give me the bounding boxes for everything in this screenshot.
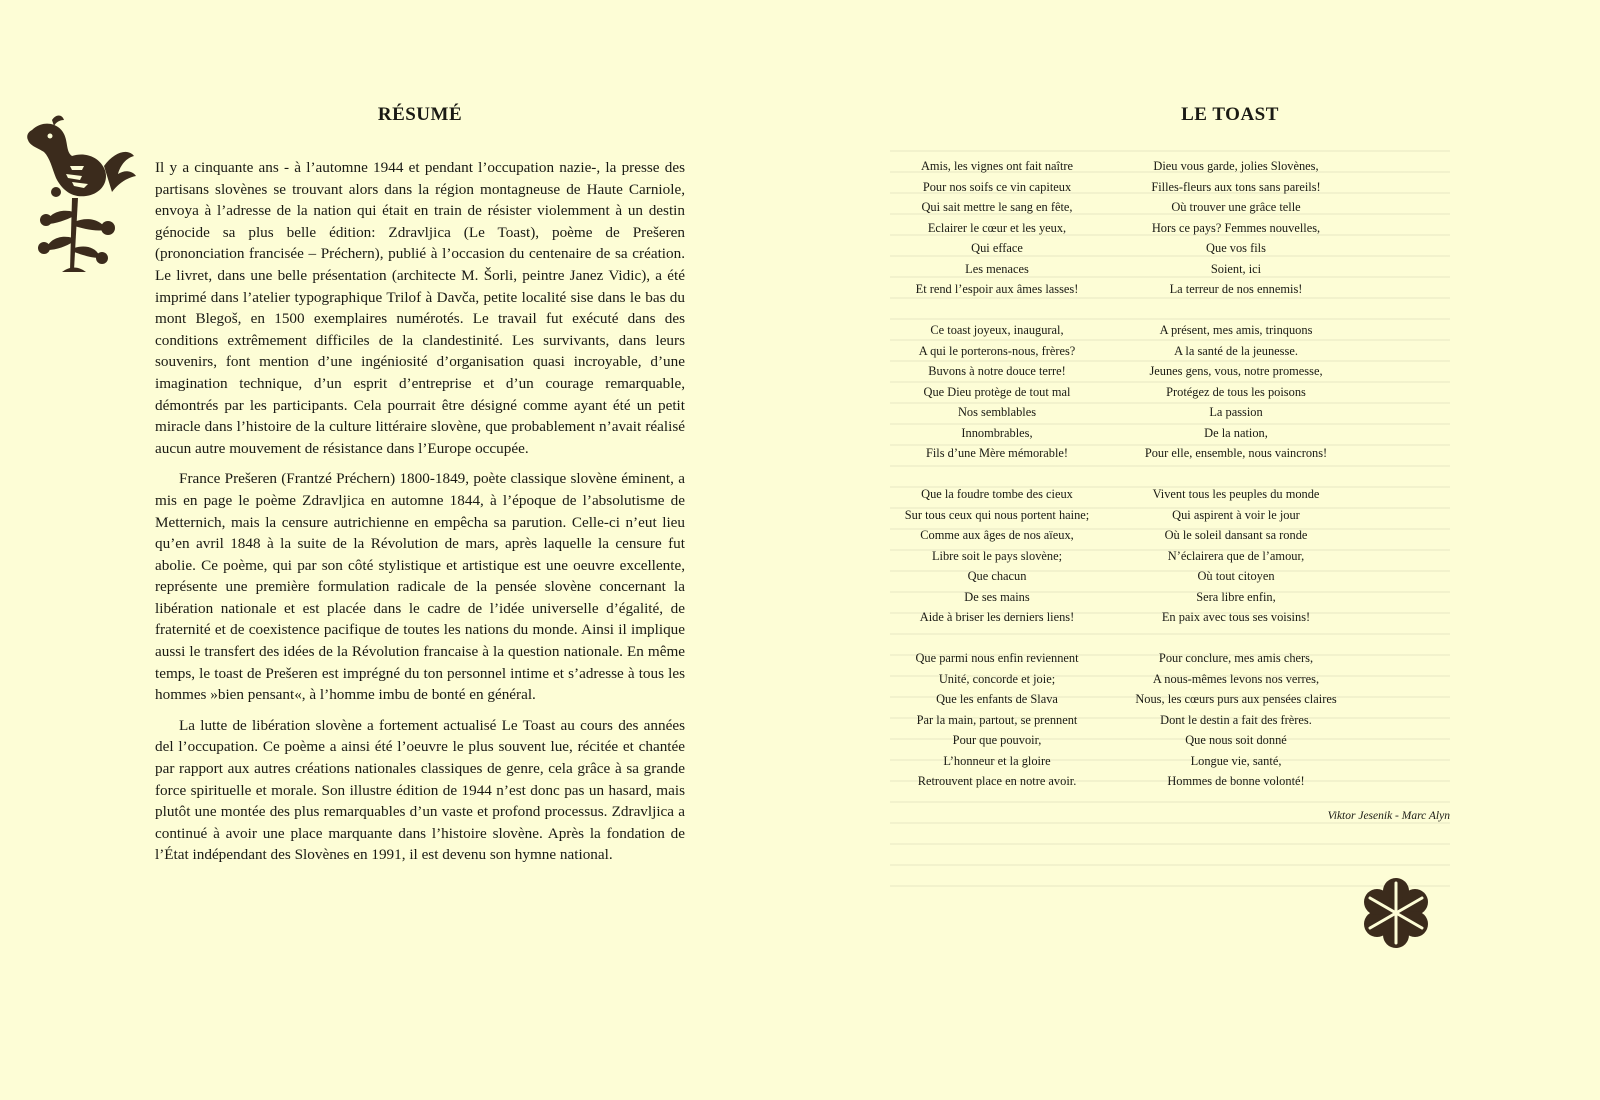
poem-line: Fils d’une Mère mémorable!: [925, 446, 1069, 460]
poem-line: Nous, les cœurs purs aux pensées claires: [1135, 692, 1337, 706]
resume-paragraph: Il y a cinquante ans - à l’automne 1944 et pendant l’occupation nazie-, la presse des partisans slovènes se trouvant alors dans la région montagneuse de Haute Carniole, envoya à l’adresse de la nation qui était en train de résister violemment à un destin génocide sa plus belle édition: Zdravljica (Le Toast), poème de Prešeren (prononciation francisée – Préchern), publié à l’occasion du centenaire de sa création. Le livret, dans une belle présentation (architecte M. Šorli, peintre Janez Vidic), a été imprimé dans l’atelier typographique Trilof à Davča, petite localité sise dans le bas du mont Blegoš, en 1500 exemplaires numérotés. Le travail fut exécuté dans des conditions extrêmement difficiles de la clandestinité. Les survivants, dans leurs souvenirs, font mention d’une ingéniosité d’organisation quasi incroyable, d’une imagination technique, d’un esprit d’entreprise et d’un courage remarquable, démontrés par les participants. Cela pourrait être désigné comme ayant été un petit miracle dans l’histoire de la culture littéraire slovène, que probablement n’avait réalisé aucun autre mouvement de résistance dans l’Europe occupée.: [155, 159, 685, 457]
poem-line: De ses mains: [964, 589, 1030, 604]
poem-line: Buvons à notre douce terre!: [928, 364, 1066, 378]
poem-line: Vivent tous les peuples du monde: [1152, 487, 1320, 501]
poem-line: Hommes de bonne volonté!: [1167, 774, 1305, 788]
star-emblem-icon: [1360, 877, 1432, 949]
poem-line: A la santé de la jeunesse.: [1174, 343, 1298, 358]
poem-line: Pour que pouvoir,: [952, 733, 1042, 747]
poem-line: Où trouver une grâce telle: [1171, 200, 1301, 214]
poem-line: Pour elle, ensemble, nous vaincrons!: [1144, 446, 1328, 460]
poem-line: Ce toast joyeux, inaugural,: [930, 323, 1064, 337]
poem-line: Unité, concorde et joie;: [938, 671, 1056, 686]
poem-line: Libre soit le pays slovène;: [931, 548, 1063, 563]
poem-line: Qui sait mettre le sang en fête,: [921, 200, 1073, 214]
poem-line: Qui aspirent à voir le jour: [1172, 507, 1300, 522]
poem-line: A qui le porterons-nous, frères?: [918, 343, 1076, 358]
poem-line: Qui efface: [971, 241, 1023, 255]
stanza-right-3: [1121, 484, 1351, 628]
poem-line: Que les enfants de Slava: [936, 692, 1058, 706]
poem-line: N’éclairera que de l’amour,: [1167, 548, 1305, 563]
poem-line: Sera libre enfin,: [1196, 589, 1276, 604]
stanza-left-4: [882, 648, 1112, 792]
poem-line: A présent, mes amis, trinquons: [1159, 323, 1313, 337]
poem-line: Par la main, partout, se prennent: [916, 712, 1078, 727]
poem-line: En paix avec tous ses voisins!: [1161, 610, 1311, 624]
poem-line: Que chacun: [967, 569, 1027, 583]
translator-credit: Viktor Jesenik - Marc Alyn: [1327, 810, 1450, 822]
poem-line: Sur tous ceux qui nous portent haine;: [904, 507, 1090, 522]
poem-line: Que la foudre tombe des cieux: [921, 487, 1073, 501]
poem-line: La passion: [1209, 405, 1263, 419]
resume-title: RÉSUMÉ: [377, 104, 463, 125]
poem-line: La terreur de nos ennemis!: [1169, 282, 1303, 296]
poem-line: Où le soleil dansant sa ronde: [1164, 528, 1308, 542]
poem-line: Longue vie, santé,: [1190, 753, 1282, 768]
poem-line: Hors ce pays? Femmes nouvelles,: [1151, 220, 1321, 235]
poem-line: Pour conclure, mes amis chers,: [1158, 651, 1314, 665]
rooster-icon: [12, 112, 140, 280]
poem-line: De la nation,: [1204, 425, 1268, 440]
poem-line: Jeunes gens, vous, notre promesse,: [1149, 364, 1323, 378]
resume-paragraph: La lutte de libération slovène a fortement actualisé Le Toast au cours des années del l’occupation. Ce poème a ainsi été l’oeuvre le plus souvent lue, récitée et chantée par rapport aux autres créations nationales classiques de genre, cela grâce à sa grande force spirituelle et morale. Son illustre édition de 1944 n’est donc pas un hasard, mais plutôt une montée des plus remarquables d’un vaste et profond processus. Zdravljica a continué à avoir une place marquante dans l’histoire slovène. Après la fondation de l’État indépendant des Slovènes en 1991, il est devenu son hymne national.: [155, 716, 685, 864]
poem-line: Pour nos soifs ce vin capiteux: [922, 179, 1072, 194]
poem-line: Et rend l’espoir aux âmes lasses!: [915, 282, 1079, 296]
poem-line: Aide à briser les derniers liens!: [919, 610, 1075, 624]
stanza-right-4: [1121, 648, 1351, 792]
poem-line: Où tout citoyen: [1197, 569, 1275, 583]
stanza-left-3: [882, 484, 1112, 628]
poem-line: Que nous soit donné: [1185, 733, 1287, 747]
stanza-right-1: [1121, 156, 1351, 300]
poem-line: Soient, ici: [1210, 261, 1262, 276]
stanza-right-2: [1121, 320, 1351, 464]
poem-line: Que vos fils: [1206, 241, 1266, 255]
poem-line: L’honneur et la gloire: [943, 753, 1051, 768]
resume-body: [155, 157, 685, 875]
right-page: [800, 0, 1600, 1100]
poem-line: Retrouvent place en notre avoir.: [917, 774, 1077, 788]
resume-paragraph: France Prešeren (Frantzé Préchern) 1800-1849, poète classique slovène éminent, a mis en page le poème Zdravljica en automne 1844, à l’époque de l’absolutisme de Metternich, mais la censure autrichienne en empêcha sa parution. Celle-ci n’eut lieu qu’en avril 1848 à la suite de la Révolution de mars, après laquelle la censure fut abolie. Ce poème, qui par son côté stylistique et artistique est une oeuvre excellente, représente une première formulation radicale de la pensée slovène concernant la libération nationale et est placée dans le cadre de l’idée universelle d’égalité, de fraternité et de coexistence pacifique de toutes les nations du monde. Ainsi il implique aussi le transfert des idées de la Révolution francaise à la question nationale. En même temps, le toast de Prešeren est imprégné du ton personnel intime et s’adresse à tous les hommes »bien pensant«, à l’homme imbu de bonté en général.: [155, 470, 685, 704]
poem-line: Amis, les vignes ont fait naître: [920, 159, 1074, 173]
poem-line: Dont le destin a fait des frères.: [1160, 712, 1312, 727]
poem-line: Eclairer le cœur et les yeux,: [927, 220, 1067, 235]
poem-line: Les menaces: [965, 261, 1029, 276]
poem-line: A nous-mêmes levons nos verres,: [1152, 671, 1320, 686]
poem-line: Filles-fleurs aux tons sans pareils!: [1151, 179, 1321, 194]
stanza-left-1: [882, 156, 1112, 300]
poem-line: Innombrables,: [961, 425, 1033, 440]
poem-line: Dieu vous garde, jolies Slovènes,: [1153, 159, 1319, 173]
poem-line: Que Dieu protège de tout mal: [923, 384, 1071, 399]
stanza-left-2: [882, 320, 1112, 464]
toast-title: LE TOAST: [1181, 104, 1279, 125]
poem-line: Que parmi nous enfin reviennent: [915, 651, 1079, 665]
poem-line: Protégez de tous les poisons: [1166, 384, 1306, 399]
poem-line: Comme aux âges de nos aïeux,: [920, 528, 1074, 542]
poem-line: Nos semblables: [957, 405, 1037, 419]
